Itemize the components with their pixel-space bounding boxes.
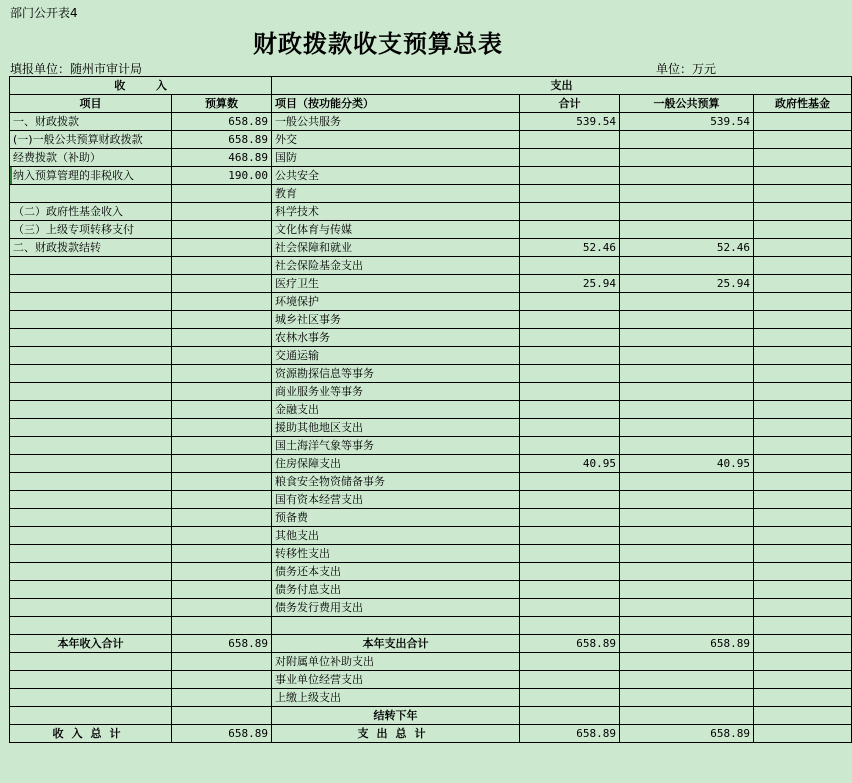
expense-total-cell[interactable]: 25.94	[520, 275, 620, 293]
income-budget-cell[interactable]: 190.00	[172, 167, 272, 185]
income-item-cell[interactable]	[10, 689, 172, 707]
income-budget-cell[interactable]	[172, 437, 272, 455]
expense-item-cell[interactable]: 城乡社区事务	[272, 311, 520, 329]
table-row	[10, 473, 852, 491]
income-budget-cell[interactable]	[172, 185, 272, 203]
expense-item-cell[interactable]: 转移性支出	[272, 545, 520, 563]
income-item-cell[interactable]: (一)一般公共预算财政拨款	[10, 131, 172, 149]
expense-item-cell[interactable]: 债务发行费用支出	[272, 599, 520, 617]
expense-general-cell[interactable]	[620, 509, 754, 527]
expense-general-cell[interactable]: 40.95	[620, 455, 754, 473]
income-item-cell[interactable]: 本年收入合计	[10, 635, 172, 653]
expense-gov-fund-cell[interactable]	[754, 401, 852, 419]
table-row	[10, 617, 852, 635]
income-item-cell[interactable]: 一、财政拨款	[10, 113, 172, 131]
expense-general-cell[interactable]	[620, 311, 754, 329]
expense-item-cell[interactable]: 商业服务业等事务	[272, 383, 520, 401]
income-budget-cell[interactable]	[172, 491, 272, 509]
expense-header: 支出	[272, 77, 852, 95]
income-item-cell[interactable]	[10, 563, 172, 581]
expense-item-cell[interactable]: 科学技术	[272, 203, 520, 221]
table-row	[10, 563, 852, 581]
table-row	[10, 257, 852, 275]
expense-gov-fund-cell[interactable]	[754, 545, 852, 563]
expense-item-cell[interactable]: 债务付息支出	[272, 581, 520, 599]
table-row	[10, 275, 852, 293]
table-row	[10, 419, 852, 437]
table-row	[10, 527, 852, 545]
income-item-cell[interactable]	[10, 257, 172, 275]
income-header: 收 入	[10, 77, 272, 95]
income-item-cell[interactable]	[10, 293, 172, 311]
expense-item-cell[interactable]: 上缴上级支出	[272, 689, 520, 707]
expense-general-cell[interactable]: 52.46	[620, 239, 754, 257]
expense-total-cell[interactable]	[520, 473, 620, 491]
expense-total-cell[interactable]	[520, 545, 620, 563]
expense-total-cell[interactable]: 658.89	[520, 635, 620, 653]
income-item-cell[interactable]	[10, 311, 172, 329]
expense-gov-fund-cell[interactable]	[754, 455, 852, 473]
expense-gov-fund-cell[interactable]	[754, 203, 852, 221]
expense-general-cell[interactable]: 658.89	[620, 635, 754, 653]
expense-gov-fund-cell[interactable]	[754, 671, 852, 689]
income-item-cell[interactable]	[10, 419, 172, 437]
col-header-item-func: 项目（按功能分类）	[272, 95, 520, 113]
income-budget-cell[interactable]	[172, 509, 272, 527]
table-row	[10, 653, 852, 671]
income-item-cell[interactable]	[10, 671, 172, 689]
col-header-item: 项目	[10, 95, 172, 113]
expense-general-cell[interactable]	[620, 491, 754, 509]
income-item-cell[interactable]	[10, 473, 172, 491]
income-item-cell[interactable]	[10, 599, 172, 617]
expense-item-cell[interactable]: 金融支出	[272, 401, 520, 419]
income-budget-cell[interactable]	[172, 599, 272, 617]
col-header-general: 一般公共预算	[620, 95, 754, 113]
expense-total-cell[interactable]	[520, 563, 620, 581]
income-item-cell[interactable]	[10, 527, 172, 545]
table-row	[10, 113, 852, 131]
income-item-cell[interactable]: 纳入预算管理的非税收入	[10, 167, 172, 185]
table-row	[10, 455, 852, 473]
expense-general-cell[interactable]	[620, 707, 754, 725]
expense-gov-fund-cell[interactable]	[754, 509, 852, 527]
expense-general-cell[interactable]	[620, 581, 754, 599]
expense-item-cell[interactable]: 本年支出合计	[272, 635, 520, 653]
expense-total-cell[interactable]	[520, 149, 620, 167]
table-row	[10, 329, 852, 347]
expense-general-cell[interactable]	[620, 149, 754, 167]
expense-gov-fund-cell[interactable]	[754, 383, 852, 401]
income-item-cell[interactable]: 二、财政拨款结转	[10, 239, 172, 257]
col-header-gov-fund: 政府性基金	[754, 95, 852, 113]
expense-total-cell[interactable]	[520, 671, 620, 689]
table-row	[10, 689, 852, 707]
table-row	[10, 581, 852, 599]
expense-item-cell[interactable]: 其他支出	[272, 527, 520, 545]
table-row	[10, 185, 852, 203]
income-item-cell[interactable]: 经费拨款（补助）	[10, 149, 172, 167]
income-item-cell[interactable]	[10, 455, 172, 473]
expense-gov-fund-cell[interactable]	[754, 347, 852, 365]
income-item-cell[interactable]	[10, 653, 172, 671]
table-row	[10, 311, 852, 329]
income-item-cell[interactable]	[10, 185, 172, 203]
income-budget-cell[interactable]: 658.89	[172, 635, 272, 653]
expense-item-cell[interactable]: 援助其他地区支出	[272, 419, 520, 437]
expense-item-cell[interactable]: 结转下年	[272, 707, 520, 725]
income-budget-cell[interactable]	[172, 473, 272, 491]
income-budget-cell[interactable]	[172, 689, 272, 707]
expense-general-cell[interactable]	[620, 437, 754, 455]
expense-item-cell[interactable]: 农林水事务	[272, 329, 520, 347]
expense-total-cell[interactable]	[520, 707, 620, 725]
expense-gov-fund-cell[interactable]	[754, 437, 852, 455]
income-item-cell[interactable]	[10, 491, 172, 509]
expense-gov-fund-cell[interactable]	[754, 707, 852, 725]
expense-general-cell[interactable]	[620, 347, 754, 365]
expense-item-cell[interactable]	[272, 617, 520, 635]
expense-general-cell[interactable]	[620, 365, 754, 383]
expense-total-cell[interactable]	[520, 401, 620, 419]
expense-general-cell[interactable]	[620, 257, 754, 275]
expense-item-cell[interactable]: 国土海洋气象等事务	[272, 437, 520, 455]
expense-total-cell[interactable]	[520, 203, 620, 221]
expense-general-cell[interactable]	[620, 383, 754, 401]
expense-general-cell[interactable]	[620, 185, 754, 203]
expense-gov-fund-cell[interactable]	[754, 635, 852, 653]
currency-unit: 单位：万元	[656, 62, 717, 76]
expense-gov-fund-cell[interactable]	[754, 419, 852, 437]
col-header-budget: 预算数	[172, 95, 272, 113]
expense-item-cell[interactable]: 粮食安全物资储备事务	[272, 473, 520, 491]
expense-item-cell[interactable]: 社会保险基金支出	[272, 257, 520, 275]
income-budget-cell[interactable]	[172, 401, 272, 419]
expense-gov-fund-cell[interactable]	[754, 527, 852, 545]
expense-total-cell[interactable]: 658.89	[520, 725, 620, 743]
expense-item-cell[interactable]: 交通运输	[272, 347, 520, 365]
expense-item-cell[interactable]: 住房保障支出	[272, 455, 520, 473]
table-row	[10, 437, 852, 455]
expense-total-cell[interactable]	[520, 689, 620, 707]
header-row-2	[10, 95, 852, 113]
expense-total-cell[interactable]	[520, 257, 620, 275]
income-item-cell[interactable]	[10, 437, 172, 455]
expense-total-cell[interactable]: 40.95	[520, 455, 620, 473]
income-budget-cell[interactable]	[172, 419, 272, 437]
expense-total-cell[interactable]: 539.54	[520, 113, 620, 131]
budget-table	[9, 76, 852, 743]
expense-gov-fund-cell[interactable]	[754, 131, 852, 149]
expense-general-cell[interactable]	[620, 131, 754, 149]
expense-gov-fund-cell[interactable]	[754, 311, 852, 329]
income-item-cell[interactable]	[10, 707, 172, 725]
expense-item-cell[interactable]: 医疗卫生	[272, 275, 520, 293]
income-item-cell[interactable]: 收入总计	[10, 725, 172, 743]
expense-general-cell[interactable]	[620, 401, 754, 419]
expense-gov-fund-cell[interactable]	[754, 491, 852, 509]
income-budget-cell[interactable]	[172, 239, 272, 257]
expense-gov-fund-cell[interactable]	[754, 275, 852, 293]
expense-gov-fund-cell[interactable]	[754, 689, 852, 707]
income-budget-cell[interactable]	[172, 707, 272, 725]
income-budget-cell[interactable]: 658.89	[172, 113, 272, 131]
income-budget-cell[interactable]	[172, 617, 272, 635]
income-item-cell[interactable]	[10, 383, 172, 401]
table-row	[10, 671, 852, 689]
expense-gov-fund-cell[interactable]	[754, 329, 852, 347]
reporting-unit: 填报单位：随州市审计局	[10, 62, 143, 76]
table-row	[10, 149, 852, 167]
table-row	[10, 635, 852, 653]
expense-total-cell[interactable]	[520, 131, 620, 149]
table-row	[10, 509, 852, 527]
income-budget-cell[interactable]	[172, 329, 272, 347]
income-item-cell[interactable]	[10, 545, 172, 563]
table-row	[10, 401, 852, 419]
table-row	[10, 545, 852, 563]
income-budget-cell[interactable]	[172, 383, 272, 401]
income-item-cell[interactable]: （二）政府性基金收入	[10, 203, 172, 221]
expense-gov-fund-cell[interactable]	[754, 185, 852, 203]
expense-general-cell[interactable]	[620, 671, 754, 689]
expense-item-cell[interactable]: 资源勘探信息等事务	[272, 365, 520, 383]
table-row	[10, 293, 852, 311]
expense-item-cell[interactable]: 预备费	[272, 509, 520, 527]
expense-gov-fund-cell[interactable]	[754, 239, 852, 257]
income-budget-cell[interactable]	[172, 653, 272, 671]
income-item-cell[interactable]	[10, 509, 172, 527]
income-budget-cell[interactable]	[172, 365, 272, 383]
expense-item-cell[interactable]: 一般公共服务	[272, 113, 520, 131]
income-budget-cell[interactable]	[172, 527, 272, 545]
expense-total-cell[interactable]	[520, 617, 620, 635]
income-budget-cell[interactable]: 658.89	[172, 725, 272, 743]
expense-general-cell[interactable]: 658.89	[620, 725, 754, 743]
expense-general-cell[interactable]	[620, 689, 754, 707]
expense-gov-fund-cell[interactable]	[754, 113, 852, 131]
expense-total-cell[interactable]	[520, 221, 620, 239]
expense-general-cell[interactable]	[620, 617, 754, 635]
expense-general-cell[interactable]	[620, 167, 754, 185]
expense-item-cell[interactable]: 国防	[272, 149, 520, 167]
expense-general-cell[interactable]	[620, 545, 754, 563]
expense-total-cell[interactable]	[520, 293, 620, 311]
expense-general-cell[interactable]	[620, 221, 754, 239]
expense-total-cell[interactable]	[520, 581, 620, 599]
expense-general-cell[interactable]	[620, 293, 754, 311]
table-row	[10, 725, 852, 743]
income-budget-cell[interactable]	[172, 347, 272, 365]
income-item-cell[interactable]	[10, 401, 172, 419]
income-budget-cell[interactable]	[172, 311, 272, 329]
expense-total-cell[interactable]	[520, 527, 620, 545]
expense-total-cell[interactable]	[520, 599, 620, 617]
expense-gov-fund-cell[interactable]	[754, 473, 852, 491]
expense-item-cell[interactable]: 环境保护	[272, 293, 520, 311]
expense-item-cell[interactable]: 公共安全	[272, 167, 520, 185]
table-row	[10, 131, 852, 149]
table-row	[10, 707, 852, 725]
income-budget-cell[interactable]	[172, 455, 272, 473]
expense-gov-fund-cell[interactable]	[754, 221, 852, 239]
expense-item-cell[interactable]: 国有资本经营支出	[272, 491, 520, 509]
col-header-total: 合计	[520, 95, 620, 113]
expense-gov-fund-cell[interactable]	[754, 581, 852, 599]
expense-gov-fund-cell[interactable]	[754, 599, 852, 617]
table-row	[10, 599, 852, 617]
income-budget-cell[interactable]	[172, 545, 272, 563]
expense-gov-fund-cell[interactable]	[754, 617, 852, 635]
income-item-cell[interactable]	[10, 347, 172, 365]
expense-gov-fund-cell[interactable]	[754, 167, 852, 185]
expense-item-cell[interactable]: 教育	[272, 185, 520, 203]
expense-general-cell[interactable]	[620, 419, 754, 437]
header-row-1	[10, 77, 852, 95]
expense-item-cell[interactable]: 债务还本支出	[272, 563, 520, 581]
expense-general-cell[interactable]	[620, 563, 754, 581]
expense-total-cell[interactable]	[520, 437, 620, 455]
income-budget-cell[interactable]	[172, 563, 272, 581]
expense-total-cell[interactable]	[520, 329, 620, 347]
expense-total-cell[interactable]	[520, 491, 620, 509]
expense-general-cell[interactable]	[620, 653, 754, 671]
expense-total-cell[interactable]	[520, 347, 620, 365]
expense-total-cell[interactable]	[520, 419, 620, 437]
expense-total-cell[interactable]	[520, 185, 620, 203]
expense-total-cell[interactable]	[520, 365, 620, 383]
income-budget-cell[interactable]	[172, 581, 272, 599]
income-budget-cell[interactable]	[172, 671, 272, 689]
table-row	[10, 491, 852, 509]
expense-total-cell[interactable]: 52.46	[520, 239, 620, 257]
expense-item-cell[interactable]: 外交	[272, 131, 520, 149]
expense-general-cell[interactable]	[620, 329, 754, 347]
income-budget-cell[interactable]: 468.89	[172, 149, 272, 167]
table-row	[10, 383, 852, 401]
income-budget-cell[interactable]	[172, 221, 272, 239]
expense-item-cell[interactable]: 社会保障和就业	[272, 239, 520, 257]
expense-gov-fund-cell[interactable]	[754, 653, 852, 671]
expense-total-cell[interactable]	[520, 167, 620, 185]
expense-gov-fund-cell[interactable]	[754, 257, 852, 275]
expense-item-cell[interactable]: 支出总计	[272, 725, 520, 743]
expense-general-cell[interactable]	[620, 473, 754, 491]
expense-general-cell[interactable]: 539.54	[620, 113, 754, 131]
expense-general-cell[interactable]	[620, 203, 754, 221]
table-row	[10, 203, 852, 221]
expense-item-cell[interactable]: 事业单位经营支出	[272, 671, 520, 689]
page-title: 财政拨款收支预算总表	[253, 29, 503, 58]
expense-item-cell[interactable]: 文化体育与传媒	[272, 221, 520, 239]
expense-gov-fund-cell[interactable]	[754, 365, 852, 383]
income-budget-cell[interactable]	[172, 257, 272, 275]
income-item-cell[interactable]: （三）上级专项转移支付	[10, 221, 172, 239]
expense-total-cell[interactable]	[520, 383, 620, 401]
expense-total-cell[interactable]	[520, 653, 620, 671]
income-budget-cell[interactable]	[172, 293, 272, 311]
expense-general-cell[interactable]: 25.94	[620, 275, 754, 293]
income-budget-cell[interactable]	[172, 203, 272, 221]
expense-total-cell[interactable]	[520, 311, 620, 329]
income-item-cell[interactable]	[10, 275, 172, 293]
table-row	[10, 167, 852, 185]
expense-gov-fund-cell[interactable]	[754, 293, 852, 311]
sheet-tag: 部门公开表4	[10, 6, 78, 20]
income-item-cell[interactable]	[10, 365, 172, 383]
income-item-cell[interactable]	[10, 581, 172, 599]
expense-gov-fund-cell[interactable]	[754, 563, 852, 581]
table-row	[10, 239, 852, 257]
income-budget-cell[interactable]: 658.89	[172, 131, 272, 149]
table-row	[10, 221, 852, 239]
expense-general-cell[interactable]	[620, 527, 754, 545]
table-row	[10, 347, 852, 365]
table-row	[10, 365, 852, 383]
income-item-cell[interactable]	[10, 329, 172, 347]
expense-total-cell[interactable]	[520, 509, 620, 527]
expense-general-cell[interactable]	[620, 599, 754, 617]
income-item-cell[interactable]	[10, 617, 172, 635]
expense-item-cell[interactable]: 对附属单位补助支出	[272, 653, 520, 671]
income-budget-cell[interactable]	[172, 275, 272, 293]
expense-gov-fund-cell[interactable]	[754, 149, 852, 167]
expense-gov-fund-cell[interactable]	[754, 725, 852, 743]
